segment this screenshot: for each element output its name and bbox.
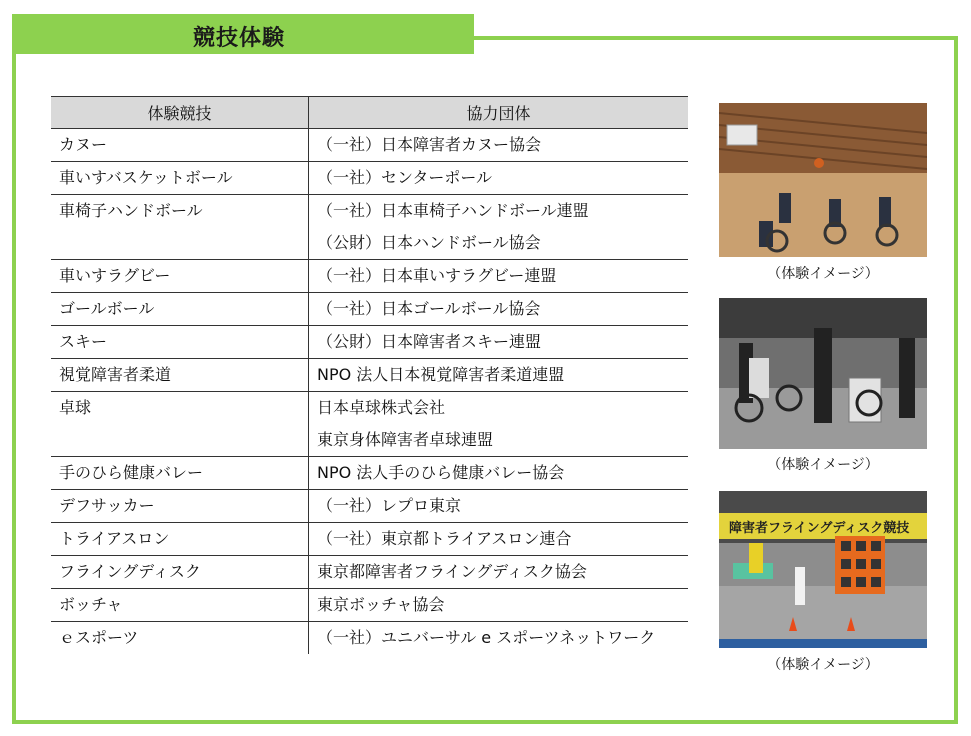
organization-name: 東京ボッチャ協会 (317, 595, 445, 614)
photo-cycling-experience (719, 298, 927, 449)
table-row (51, 162, 688, 195)
table-row (51, 293, 688, 326)
organization-name: （一社）レプロ東京 (317, 496, 462, 515)
organization-cell (309, 490, 689, 523)
table-row (51, 326, 688, 359)
sport-cell: 車いすバスケットボール (51, 162, 309, 195)
organization-name: 東京都障害者フライングディスク協会 (317, 562, 587, 581)
sport-cell: 車いすラグビー (51, 260, 309, 293)
table-body (51, 129, 688, 655)
photo-flying-disc (719, 491, 927, 648)
table-row (51, 359, 688, 392)
sport-cell: ｅスポーツ (51, 622, 309, 655)
organization-name: （公財）日本ハンドボール協会 (317, 233, 541, 252)
organization-cell (309, 195, 689, 260)
organization-name: 日本卓球株式会社 (317, 398, 446, 417)
column-header-sport: 体験競技 (51, 97, 309, 129)
organization-name: （一社）日本障害者カヌー協会 (317, 135, 542, 154)
sport-cell: ボッチャ (51, 589, 309, 622)
sport-cell: フライングディスク (51, 556, 309, 589)
organization-name: （一社）日本ゴールボール協会 (317, 299, 541, 318)
sport-cell: 視覚障害者柔道 (51, 359, 309, 392)
organization-cell (309, 556, 689, 589)
organization-cell (309, 392, 689, 457)
photo-caption-2: （体験イメージ） (767, 457, 879, 473)
organization-name: （一社）ユニバーサル e スポーツネットワーク (317, 628, 656, 647)
table-row (51, 556, 688, 589)
table-row (51, 457, 688, 490)
organization-name: NPO 法人手のひら健康バレー協会 (317, 463, 565, 482)
photo-wheelchair-basketball (719, 103, 927, 257)
sport-cell: 車椅子ハンドボール (51, 195, 309, 260)
table-row (51, 490, 688, 523)
organization-cell (309, 129, 689, 162)
organization-name: （一社）センターポール (317, 168, 493, 187)
sport-cell: 手のひら健康バレー (51, 457, 309, 490)
sport-cell: デフサッカー (51, 490, 309, 523)
table-row (51, 589, 688, 622)
organization-name: （一社）日本車椅子ハンドボール連盟 (317, 201, 589, 220)
sport-cell: スキー (51, 326, 309, 359)
table-row (51, 260, 688, 293)
section-title: 競技体験 (193, 26, 286, 51)
organization-name: NPO 法人日本視覚障害者柔道連盟 (317, 365, 565, 384)
photo-caption-1: （体験イメージ） (767, 266, 879, 282)
organization-cell (309, 457, 689, 490)
sports-table (51, 96, 688, 654)
column-header-organization: 協力団体 (309, 97, 689, 129)
organization-name: （公財）日本障害者スキー連盟 (317, 332, 542, 351)
organization-name: 東京身体障害者卓球連盟 (317, 430, 494, 449)
organization-cell (309, 293, 689, 326)
disc-sign-text: 障害者フライングディスク競技 (729, 521, 910, 536)
organization-cell (309, 589, 689, 622)
organization-name: （一社）日本車いすラグビー連盟 (317, 266, 557, 285)
photo-caption-3: （体験イメージ） (767, 657, 879, 673)
organization-name: （一社）東京都トライアスロン連合 (317, 529, 572, 548)
table-row (51, 195, 688, 260)
table-header-row (51, 97, 688, 129)
table-row (51, 129, 688, 162)
organization-cell (309, 162, 689, 195)
organization-cell (309, 260, 689, 293)
table-row (51, 523, 688, 556)
organization-cell (309, 523, 689, 556)
organization-cell (309, 622, 689, 655)
organization-cell (309, 359, 689, 392)
sport-cell: トライアスロン (51, 523, 309, 556)
table-row (51, 392, 688, 457)
sport-cell: ゴールボール (51, 293, 309, 326)
sport-cell: カヌー (51, 129, 309, 162)
table-row (51, 622, 688, 655)
sport-cell: 卓球 (51, 392, 309, 457)
organization-cell (309, 326, 689, 359)
